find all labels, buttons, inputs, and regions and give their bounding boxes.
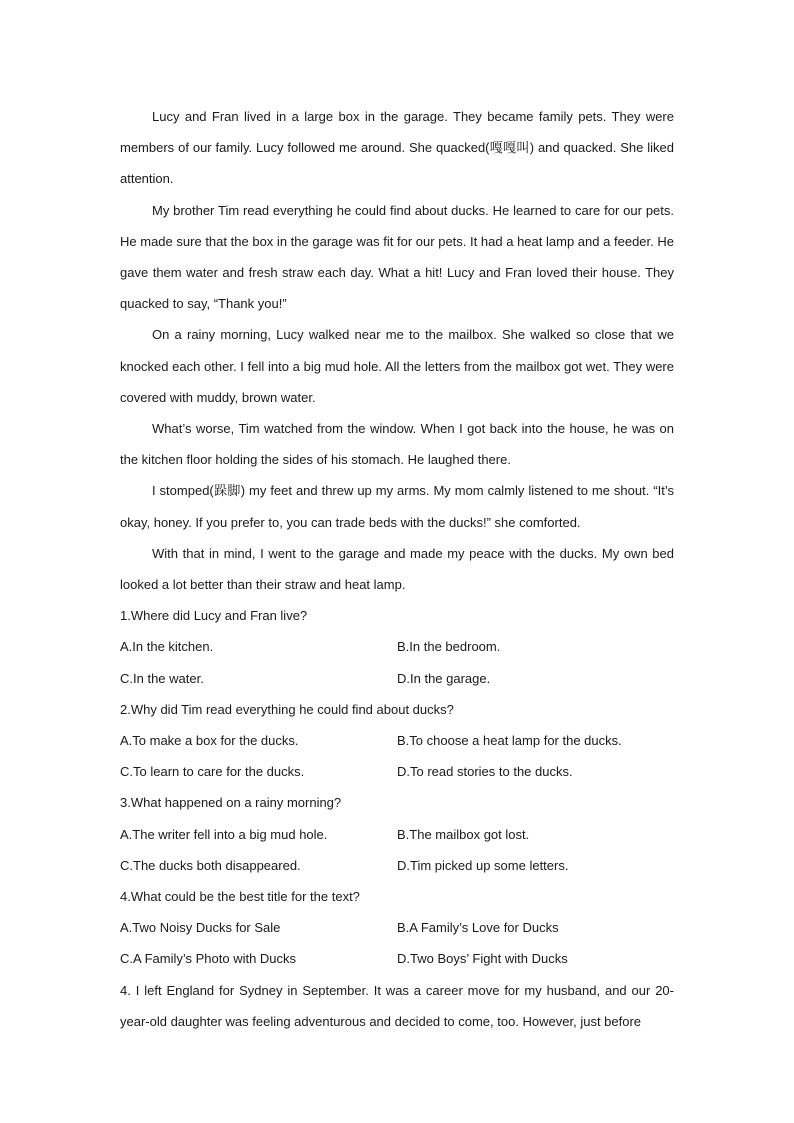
story-paragraph: My brother Tim read everything he could find about ducks. He learned to care for our pets. He made sure that the box in the garage was fit for our pets. It had a heat lamp and a feeder. He gave them water and fresh straw each day. What a hit! Lucy and Fran loved their house. They quacked to say, “Thank you!” (120, 202, 674, 312)
story-paragraph: With that in mind, I went to the garage and made my peace with the ducks. My own bed looked a lot better than their straw and heat lamp. (120, 545, 674, 593)
question-text: 1.Where did Lucy and Fran live? (120, 608, 308, 624)
story-paragraph: Lucy and Fran lived in a large box in the garage. They became family pets. They were members of our family. Lucy followed me around. She quacked(嘎嘎叫) and quacked. She liked attention. (120, 109, 674, 187)
question-2 (120, 694, 674, 788)
options-row (120, 850, 674, 881)
option-c: C.To learn to care for the ducks. (120, 764, 305, 780)
options-row (120, 943, 674, 974)
option-d: D.Tim picked up some letters. (397, 857, 569, 873)
option-a: A.To make a box for the ducks. (120, 733, 299, 749)
option-b: B.In the bedroom. (397, 639, 501, 655)
option-a: A.Two Noisy Ducks for Sale (120, 920, 281, 936)
options-row (120, 912, 674, 943)
options-row (120, 663, 674, 694)
story-paragraph: I stomped(跺脚) my feet and threw up my arms. My mom calmly listened to me shout. “It’s okay, honey. If you prefer to, you can trade beds with the ducks!” she comforted. (120, 483, 674, 530)
question-text: 3.What happened on a rainy morning? (120, 795, 342, 811)
question-3 (120, 787, 674, 881)
next-passage-paragraph: 4. I left England for Sydney in September. It was a career move for my husband, and our 20-year-old daughter was feeling adventurous and decided to come, too. However, just before (120, 982, 674, 1029)
content-area (120, 101, 674, 1037)
option-c: C.A Family’s Photo with Ducks (120, 951, 297, 967)
question-4 (120, 881, 674, 975)
option-d: D.In the garage. (397, 670, 491, 686)
option-d: D.Two Boys’ Fight with Ducks (397, 951, 568, 967)
option-b: B.To choose a heat lamp for the ducks. (397, 733, 622, 749)
option-d: D.To read stories to the ducks. (397, 764, 573, 780)
option-a: A.In the kitchen. (120, 639, 214, 655)
option-c: C.In the water. (120, 670, 204, 686)
options-row (120, 819, 674, 850)
options-row (120, 756, 674, 787)
options-row (120, 725, 674, 756)
question-text: 2.Why did Tim read everything he could find about ducks? (120, 701, 454, 717)
options-row (120, 631, 674, 662)
story-paragraph: What’s worse, Tim watched from the window. When I got back into the house, he was on the kitchen floor holding the sides of his stomach. He laughed there. (120, 421, 674, 468)
option-a: A.The writer fell into a big mud hole. (120, 826, 328, 842)
option-b: B.The mailbox got lost. (397, 826, 530, 842)
question-text: 4.What could be the best title for the text? (120, 889, 360, 905)
story-paragraph: On a rainy morning, Lucy walked near me to the mailbox. She walked so close that we knocked each other. I fell into a big mud hole. All the letters from the mailbox got wet. They were covered with muddy, brown water. (120, 327, 674, 405)
option-c: C.The ducks both disappeared. (120, 857, 301, 873)
question-1 (120, 600, 674, 694)
option-b: B.A Family’s Love for Ducks (397, 920, 559, 936)
